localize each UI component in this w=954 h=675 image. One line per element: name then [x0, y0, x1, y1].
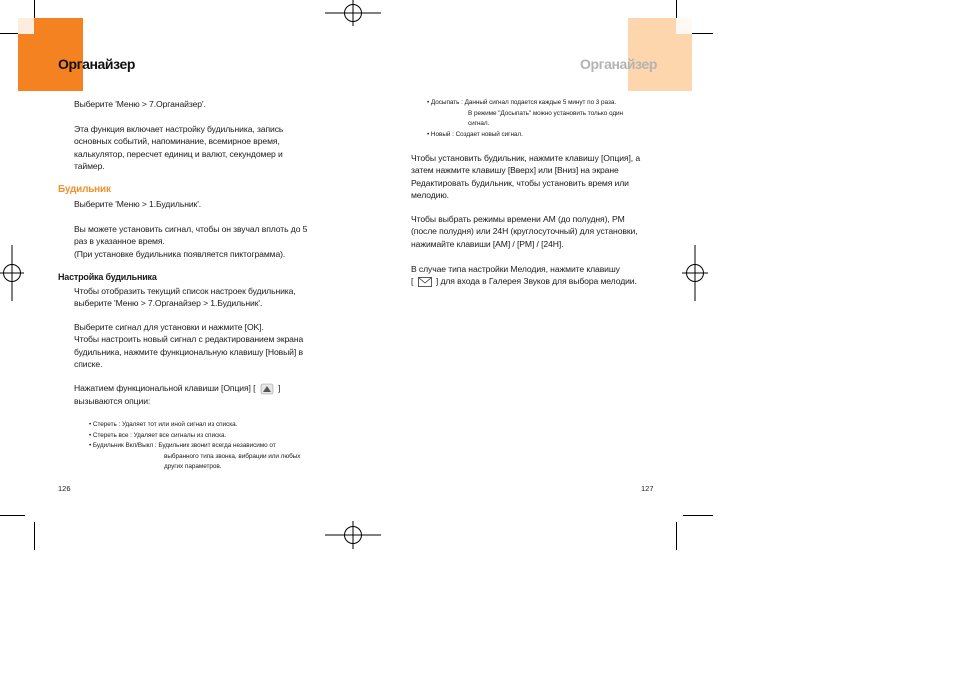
paragraph: [411, 213, 661, 250]
item-text: Создает новый сигнал.: [455, 130, 523, 138]
item-label: • Будильник Вкл/Выкл :: [89, 442, 157, 450]
text-line: Выберите сигнал для установки и нажмите [OK].: [74, 322, 264, 332]
item-label: • Стереть :: [89, 421, 121, 428]
paragraph: Выберите 'Меню > 1.Будильник'.: [74, 199, 202, 209]
text-line: нажимайте клавиши [AM] / [PM] / [24H].: [411, 238, 564, 249]
crop-line: [34, 522, 35, 550]
subsection-title: Настройка будильника: [58, 272, 157, 282]
item-text: В режиме "Досыпать" можно установить только один: [468, 109, 624, 117]
option-softkey-icon: [260, 383, 274, 395]
header-corner-notch: [676, 18, 692, 34]
text-segment: ]: [278, 383, 281, 393]
text-line: мелодию.: [411, 190, 449, 201]
paragraph: [74, 223, 324, 260]
paragraph: [411, 263, 671, 288]
header-corner-notch: [18, 18, 34, 34]
paragraph: [411, 152, 661, 202]
list-item: [89, 420, 329, 431]
paragraph: [74, 382, 324, 407]
options-list: [89, 420, 329, 473]
text-line: Чтобы выбрать режимы времени AM (до полудня), PM: [411, 214, 625, 224]
text-line: [411, 275, 671, 287]
text-line: Чтобы отобразить текущий список настроек будильника,: [74, 286, 296, 296]
section-title: Будильник: [58, 184, 111, 195]
paragraph: [74, 285, 324, 310]
intro-paragraph: [74, 123, 324, 173]
item-text: Удаляет все сигналы из списка.: [133, 431, 227, 439]
text-line: вызываются опции:: [74, 395, 151, 406]
text-line: Чтобы настроить новый сигнал с редактированием экрана: [74, 334, 304, 345]
text-segment: ] для входа в Галерея Звуков для выбора мелодии.: [435, 276, 637, 287]
text-line: списке.: [74, 359, 103, 370]
text-line: Редактировать будильник, чтобы установить время или: [411, 177, 629, 188]
text-line: Чтобы установить будильник, нажмите клавишу [Опция], а: [411, 153, 641, 163]
text-line: (При установке будильника появляется пиктограмма).: [74, 248, 286, 259]
crop-line: [683, 515, 713, 516]
text-line: раз в указанное время.: [74, 236, 165, 247]
text-line: Эта функция включает настройку будильника, запись: [74, 124, 284, 134]
item-text: выбранного типа звонка, вибрации или любых: [164, 452, 301, 460]
item-text: сигнал.: [468, 120, 490, 128]
registration-mark-icon: [325, 0, 381, 26]
text-line: В случае типа настройки Мелодия, нажмите клавишу: [411, 264, 620, 274]
text-line: затем нажмите клавишу [Вверх] или [Вниз] на экране: [411, 165, 619, 176]
text-line: будильника, нажмите функциональную клавишу [Новый] в: [74, 346, 303, 357]
item-label: • Новый :: [427, 130, 454, 138]
item-text: Данный сигнал подается каждые 5 минут по 3 раза.: [464, 99, 617, 106]
text-line: [74, 382, 324, 395]
text-segment: Нажатием функциональной клавиши [Опция] [: [74, 383, 256, 393]
paragraph: [74, 321, 324, 371]
options-list: [427, 98, 657, 140]
page-number: 127: [641, 484, 654, 493]
text-line: калькулятор, пересчет единиц и валют, секундомер и: [74, 148, 283, 159]
registration-mark-icon: [682, 245, 708, 301]
item-text: Удаляет тот или иной сигнал из списка.: [121, 421, 238, 428]
crop-line: [676, 522, 677, 550]
item-text: Будильник звонит всегда независимо от: [158, 442, 276, 450]
list-item: [89, 431, 329, 442]
text-line: выберите 'Меню > 7.Органайзер > 1.Будильник'.: [74, 298, 263, 309]
envelope-key-icon: [418, 277, 432, 287]
list-item: [89, 441, 329, 473]
text-line: таймер.: [74, 161, 105, 172]
page-header-title: Органайзер: [580, 56, 658, 72]
text-line: основных событий, напоминание, всемирное время,: [74, 136, 280, 147]
text-line: (после полудня) или 24H (круглосуточный) для установки,: [411, 226, 638, 237]
registration-mark-icon: [0, 245, 24, 301]
item-label: • Стереть все :: [89, 431, 132, 439]
list-item: [427, 130, 657, 141]
crop-line: [0, 515, 25, 516]
item-text: других параметров.: [164, 463, 222, 471]
page-header-title: Органайзер: [58, 56, 136, 72]
list-item: [427, 98, 657, 130]
page-number: 126: [58, 484, 71, 493]
item-label: • Досыпать :: [427, 99, 463, 106]
paragraph: Выберите 'Меню > 7.Органайзер'.: [74, 99, 206, 109]
text-segment: [: [411, 276, 414, 287]
registration-mark-icon: [325, 521, 381, 549]
text-line: Вы можете установить сигнал, чтобы он звучал вплоть до 5: [74, 224, 308, 234]
